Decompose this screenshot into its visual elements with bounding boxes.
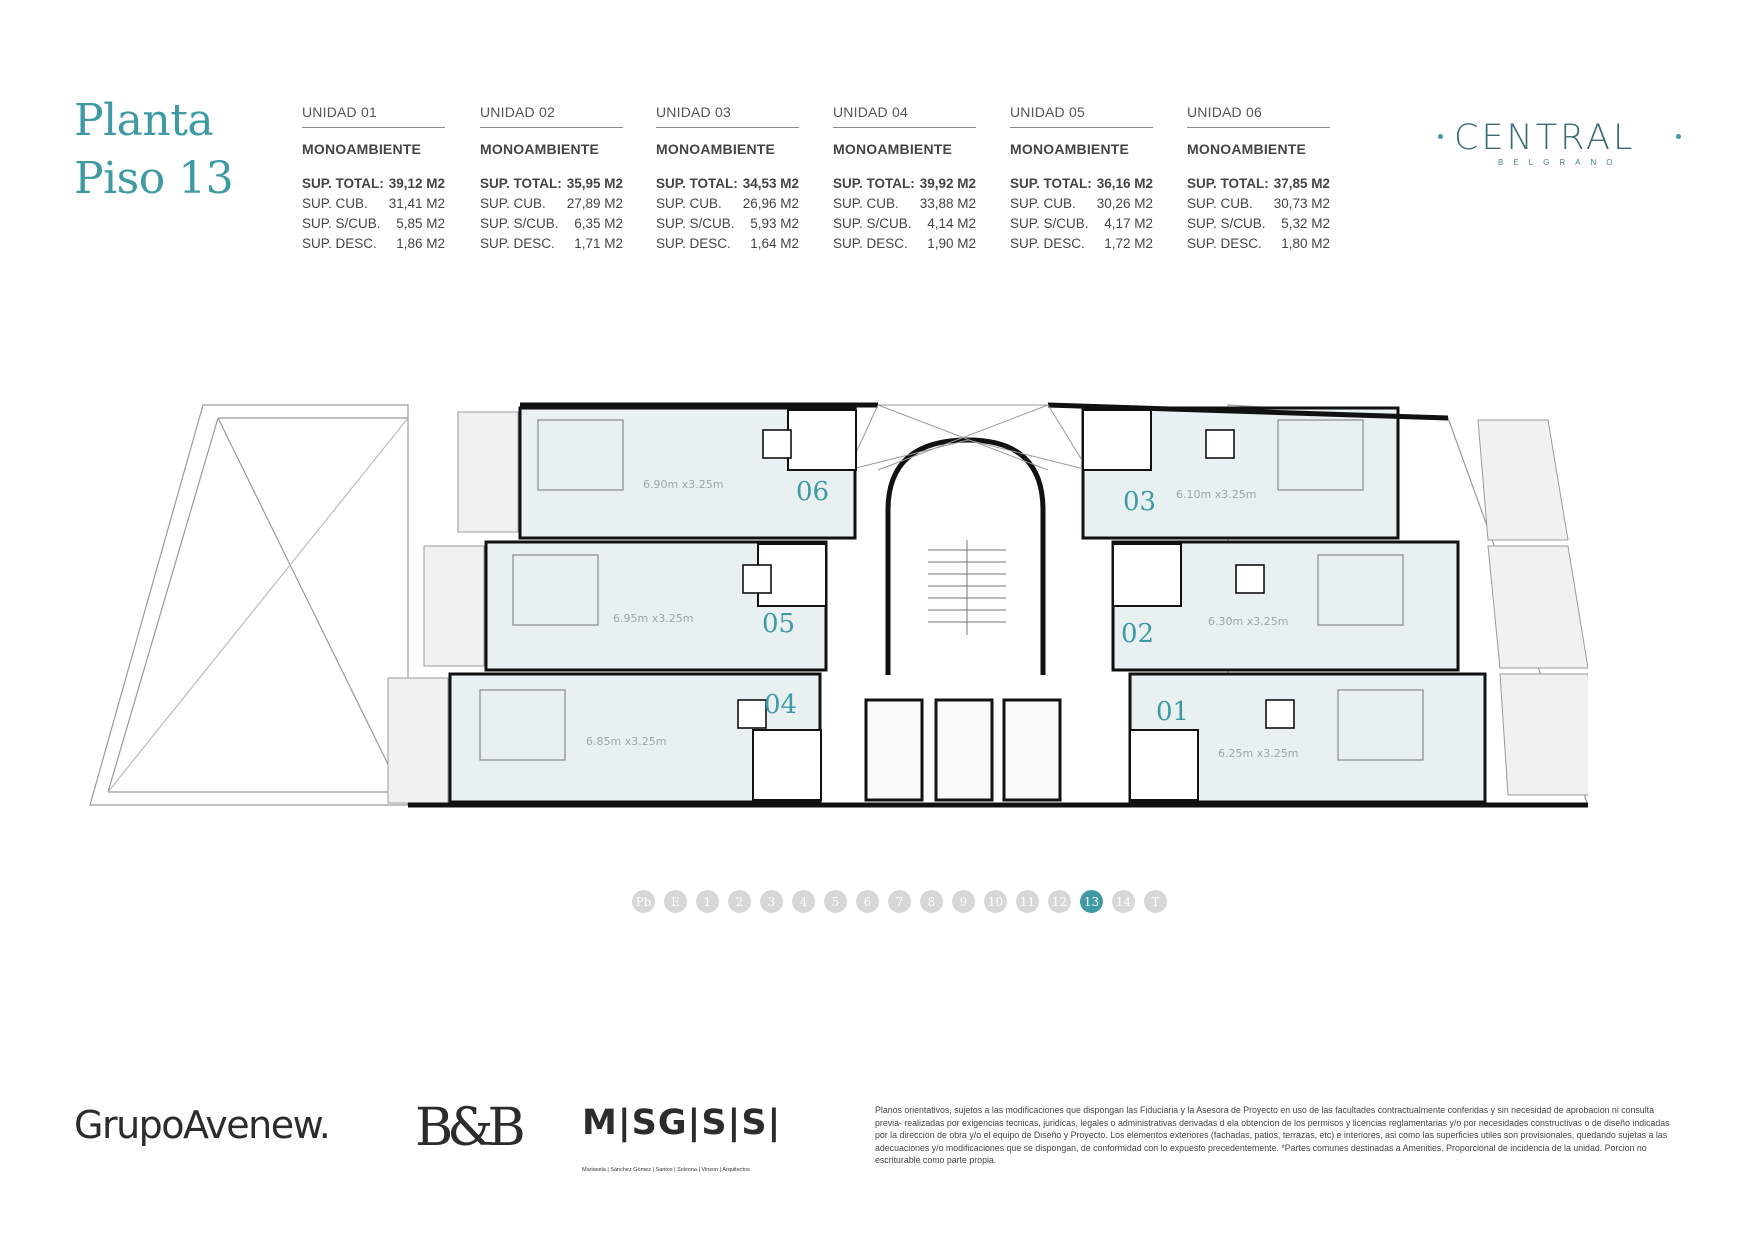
left-patio — [90, 405, 408, 805]
surface-row — [1187, 174, 1330, 194]
surface-value: 27,89 M2 — [566, 196, 623, 211]
unit-name: UNIDAD 05 — [1010, 104, 1153, 128]
stair-core — [888, 440, 1043, 675]
msgss-logo: M|SG|S|S| — [582, 1103, 782, 1143]
central-belgrano-logo — [1436, 118, 1686, 174]
dimension-label: 6.25m x3.25m — [1218, 747, 1299, 760]
surface-label: SUP. S/CUB. — [480, 216, 559, 231]
surface-label: SUP. CUB. — [1010, 196, 1076, 211]
surface-row — [656, 174, 799, 194]
floor-button-t[interactable]: T — [1144, 890, 1167, 913]
surface-row — [833, 234, 976, 254]
title-line1: Planta — [74, 95, 214, 146]
floor-button-pb[interactable]: Pb — [632, 890, 655, 913]
surface-label: SUP. DESC. — [833, 236, 908, 251]
unit-label-04: 04 — [764, 690, 798, 720]
surface-label: SUP. TOTAL: — [480, 176, 562, 191]
surface-label: SUP. DESC. — [656, 236, 731, 251]
surface-row — [1010, 174, 1153, 194]
surface-label: SUP. S/CUB. — [833, 216, 912, 231]
floor-button-7[interactable]: 7 — [888, 890, 911, 913]
surface-row — [1187, 214, 1330, 234]
surface-label: SUP. S/CUB. — [1187, 216, 1266, 231]
surface-label: SUP. S/CUB. — [1010, 216, 1089, 231]
surface-row — [480, 194, 623, 214]
unit-card — [1187, 104, 1330, 254]
surface-value: 5,93 M2 — [750, 216, 799, 231]
unit-type: MONOAMBIENTE — [656, 141, 776, 157]
surface-value: 5,32 M2 — [1281, 216, 1330, 231]
surface-value: 30,26 M2 — [1096, 196, 1153, 211]
elevators — [866, 700, 1060, 800]
floor-plan — [88, 400, 1588, 810]
dimension-label: 6.10m x3.25m — [1176, 488, 1257, 501]
surface-row — [480, 174, 623, 194]
surface-row — [833, 194, 976, 214]
surface-label: SUP. DESC. — [480, 236, 555, 251]
floor-button-2[interactable]: 2 — [728, 890, 751, 913]
msgss-subtitle: Mariasela | Sánchez Gómez | Santos | Solsona | Vinson | Arquitectos — [582, 1167, 750, 1173]
unit-label-01: 01 — [1156, 697, 1190, 727]
surface-value: 37,85 M2 — [1273, 176, 1330, 191]
unit-label-03: 03 — [1123, 487, 1157, 517]
surface-label: SUP. DESC. — [1187, 236, 1262, 251]
surface-label: SUP. CUB. — [480, 196, 546, 211]
surface-label: SUP. TOTAL: — [656, 176, 738, 191]
surface-row — [302, 214, 445, 234]
surface-row — [302, 194, 445, 214]
unit-type: MONOAMBIENTE — [480, 141, 600, 157]
logo-subword: BELGRANO — [1498, 158, 1623, 167]
surface-label: SUP. CUB. — [1187, 196, 1253, 211]
surface-value: 4,14 M2 — [927, 216, 976, 231]
logo-dot-icon — [1438, 134, 1443, 139]
surface-value: 39,12 M2 — [388, 176, 445, 191]
floor-button-8[interactable]: 8 — [920, 890, 943, 913]
dimension-label: 6.95m x3.25m — [613, 612, 694, 625]
floor-button-13[interactable]: 13 — [1080, 890, 1103, 913]
surface-row — [656, 234, 799, 254]
unit-label-06: 06 — [796, 477, 830, 507]
surface-value: 1,64 M2 — [750, 236, 799, 251]
surface-label: SUP. DESC. — [302, 236, 377, 251]
floor-button-14[interactable]: 14 — [1112, 890, 1135, 913]
unit-label-02: 02 — [1121, 619, 1155, 649]
unit-name: UNIDAD 02 — [480, 104, 623, 128]
surface-label: SUP. CUB. — [302, 196, 368, 211]
surface-value: 4,17 M2 — [1104, 216, 1153, 231]
surface-row — [1187, 194, 1330, 214]
stair-steps — [928, 540, 1006, 635]
surface-label: SUP. TOTAL: — [833, 176, 915, 191]
surface-value: 1,90 M2 — [927, 236, 976, 251]
unit-name: UNIDAD 01 — [302, 104, 445, 128]
floor-button-e[interactable]: E — [664, 890, 687, 913]
surface-value: 1,80 M2 — [1281, 236, 1330, 251]
unit-card — [1010, 104, 1153, 254]
disclaimer-text: Planos orientativos, sujetos a las modificaciones que dispongan las Fiduciaria y la Asesora de Proyecto en uso de las facultades contractualmente conferidas y sin necesidad de aprobacion ni consulta previa- realizadas por exigencias tecnicas, juridicas, legales o administrativas derivadas d ela obtencion de los permisos y licencias reglamentarias y/o por necesidades constructivas o de diseño indicadas por la direccion de obra y/o el equipo de Diseño y Proyecto. Los elementos exteriores (fachadas, patios, terrazas, etc) e interiores, asi como las superficies utiles son provisionales, quedando sujetas a las adecuaciones y/o modificaciones que se dispongan, de conformidad con lo expuesto precedentemente. *Partes comunes destinadas a Amenities. Proporcional de incidencia de la unidad. Porcion no escriturable como parte propia. — [875, 1105, 1670, 1166]
floor-button-1[interactable]: 1 — [696, 890, 719, 913]
surface-row — [833, 174, 976, 194]
surface-row — [302, 174, 445, 194]
floor-button-6[interactable]: 6 — [856, 890, 879, 913]
floor-button-12[interactable]: 12 — [1048, 890, 1071, 913]
unit-type: MONOAMBIENTE — [1010, 141, 1130, 157]
surface-row — [480, 214, 623, 234]
floor-button-4[interactable]: 4 — [792, 890, 815, 913]
surface-label: SUP. TOTAL: — [302, 176, 384, 191]
unit-card — [833, 104, 976, 254]
surface-value: 5,85 M2 — [396, 216, 445, 231]
surface-value: 30,73 M2 — [1273, 196, 1330, 211]
surface-value: 1,72 M2 — [1104, 236, 1153, 251]
surface-row — [1010, 194, 1153, 214]
floor-button-11[interactable]: 11 — [1016, 890, 1039, 913]
surface-value: 6,35 M2 — [574, 216, 623, 231]
logo-dot-icon — [1676, 134, 1681, 139]
surface-label: SUP. CUB. — [833, 196, 899, 211]
floor-button-9[interactable]: 9 — [952, 890, 975, 913]
unit-type: MONOAMBIENTE — [1187, 141, 1307, 157]
surface-value: 39,92 M2 — [919, 176, 976, 191]
surface-row — [1010, 214, 1153, 234]
surface-value: 36,16 M2 — [1096, 176, 1153, 191]
unit-name: UNIDAD 03 — [656, 104, 799, 128]
surface-label: SUP. CUB. — [656, 196, 722, 211]
unit-name: UNIDAD 06 — [1187, 104, 1330, 128]
surface-value: 33,88 M2 — [919, 196, 976, 211]
surface-value: 35,95 M2 — [566, 176, 623, 191]
surface-value: 1,86 M2 — [396, 236, 445, 251]
dimension-label: 6.90m x3.25m — [643, 478, 724, 491]
unit-card — [656, 104, 799, 254]
surface-value: 31,41 M2 — [388, 196, 445, 211]
floor-selector — [632, 890, 1167, 913]
surface-label: SUP. S/CUB. — [656, 216, 735, 231]
surface-row — [656, 214, 799, 234]
floor-button-3[interactable]: 3 — [760, 890, 783, 913]
surface-label: SUP. TOTAL: — [1010, 176, 1092, 191]
surface-row — [1187, 234, 1330, 254]
floor-button-10[interactable]: 10 — [984, 890, 1007, 913]
surface-row — [656, 194, 799, 214]
title-line2: Piso 13 — [74, 153, 234, 204]
unit-type: MONOAMBIENTE — [302, 141, 422, 157]
dimension-label: 6.85m x3.25m — [586, 735, 667, 748]
surface-row — [480, 234, 623, 254]
surface-row — [833, 214, 976, 234]
right-balconies — [1478, 420, 1588, 795]
surface-value: 26,96 M2 — [742, 196, 799, 211]
unit-card — [302, 104, 445, 254]
surface-label: SUP. DESC. — [1010, 236, 1085, 251]
floor-button-5[interactable]: 5 — [824, 890, 847, 913]
unit-type: MONOAMBIENTE — [833, 141, 953, 157]
dimension-label: 6.30m x3.25m — [1208, 615, 1289, 628]
unit-label-05: 05 — [762, 609, 796, 639]
surface-row — [1010, 234, 1153, 254]
unit-card — [480, 104, 623, 254]
surface-value: 34,53 M2 — [742, 176, 799, 191]
surface-label: SUP. TOTAL: — [1187, 176, 1269, 191]
grupo-avenew-logo: GrupoAvenew. — [74, 1103, 330, 1147]
unit-name: UNIDAD 04 — [833, 104, 976, 128]
bb-logo: B&B — [415, 1098, 520, 1158]
page-title — [74, 92, 233, 208]
logo-word: CENTRAL — [1454, 118, 1636, 158]
surface-value: 1,71 M2 — [574, 236, 623, 251]
surface-row — [302, 234, 445, 254]
surface-label: SUP. S/CUB. — [302, 216, 381, 231]
